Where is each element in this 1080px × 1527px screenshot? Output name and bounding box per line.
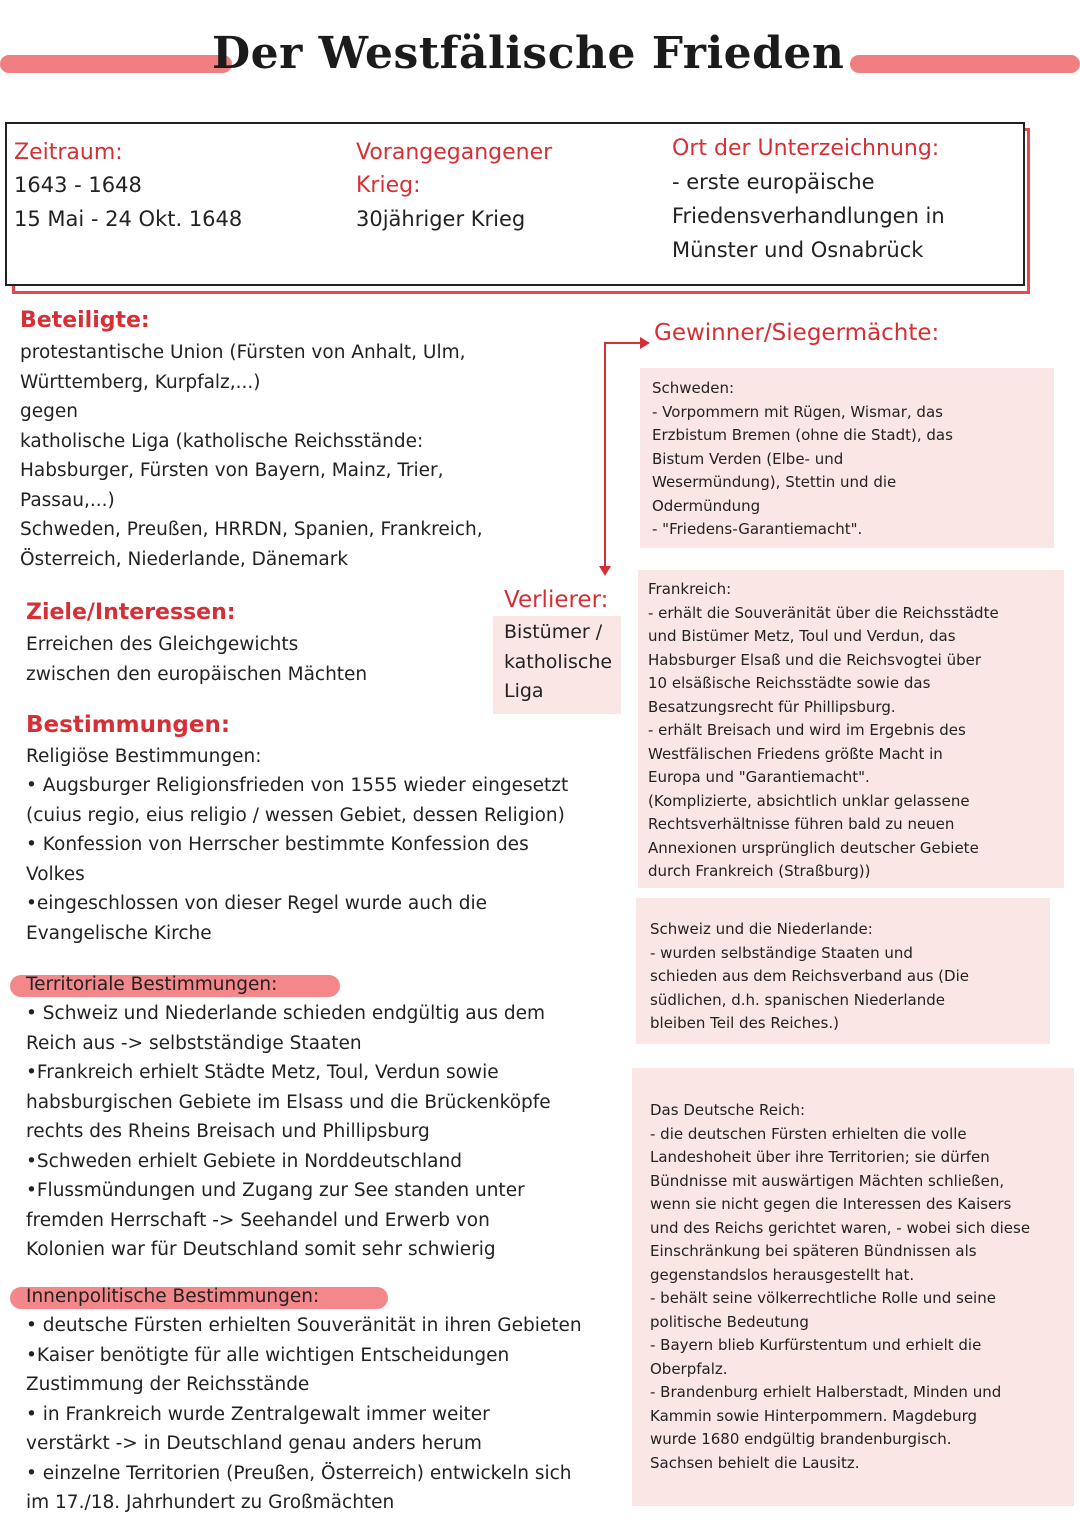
reich-line: gegenstandslos herausgestellt hat.: [650, 1265, 915, 1284]
schweden-line: - "Friedens-Garantiemacht".: [652, 520, 863, 538]
beteiligte-line: Österreich, Niederlande, Dänemark: [20, 548, 349, 570]
schweden-line: Erzbistum Bremen (ohne die Stadt), das: [652, 426, 953, 444]
verlierer-line: katholische: [504, 650, 613, 673]
reich-line: wurde 1680 endgültig brandenburgisch.: [650, 1430, 952, 1448]
reich-line: - die deutschen Fürsten erhielten die volle: [650, 1124, 967, 1143]
reich-text: [650, 1099, 1070, 1475]
territoriale-label: Territoriale Bestimmungen:: [26, 974, 278, 995]
beteiligte-label: Beteiligte:: [20, 308, 150, 333]
beteiligte-line: katholische Liga (katholische Reichsstände:: [20, 430, 424, 452]
frankreich-text: [648, 578, 1060, 884]
innen-line: • einzelne Territorien (Preußen, Österreich) entwickeln sich: [26, 1462, 572, 1484]
frankreich-line: Frankreich:: [648, 580, 732, 598]
territoriale-line: fremden Herrschaft -> Seehandel und Erwerb von: [26, 1209, 490, 1231]
innen-line: Zustimmung der Reichsstände: [26, 1374, 310, 1395]
ziele-text: [26, 630, 367, 689]
schweden-line: Schweden:: [652, 379, 735, 397]
frankreich-line: durch Frankreich (Straßburg)): [648, 862, 871, 880]
frankreich-line: Annexionen ursprünglich deutscher Gebiete: [648, 838, 979, 857]
reich-line: Landeshoheit über ihre Territorien; sie dürfen: [650, 1148, 990, 1166]
innen-line: • in Frankreich wurde Zentralgewalt immer weiter: [26, 1403, 490, 1425]
frankreich-line: 10 elsäßische Reichsstädte sowie das: [648, 674, 931, 692]
reich-line: Das Deutsche Reich:: [650, 1101, 806, 1119]
frankreich-line: Besatzungsrecht für Phillipsburg.: [648, 697, 896, 716]
reich-line: Kammin sowie Hinterpommern. Magdeburg: [650, 1406, 978, 1425]
ort-line-3: Münster und Osnabrück: [672, 238, 924, 262]
schweden-line: Bistum Verden (Elbe- und: [652, 449, 844, 468]
schweiz-line: bleiben Teil des Reiches.): [650, 1014, 839, 1032]
schweden-line: Odermündung: [652, 496, 761, 515]
beteiligte-line: gegen: [20, 401, 78, 422]
zeitraum-label: Zeitraum:: [14, 140, 123, 165]
beteiligte-line: Habsburger, Fürsten von Bayern, Mainz, Trier,: [20, 460, 444, 481]
reich-line: Oberpfalz.: [650, 1359, 728, 1378]
innen-line: verstärkt -> in Deutschland genau anders herum: [26, 1433, 482, 1454]
ort-line-1: - erste europäische: [672, 170, 875, 194]
religioese-line: Volkes: [26, 863, 85, 885]
krieg-value: 30jähriger Krieg: [356, 207, 526, 231]
ziele-label: Ziele/Interessen:: [26, 600, 236, 625]
page-title: Der Westfälische Frieden: [212, 28, 845, 79]
religioese-label: Religiöse Bestimmungen:: [26, 746, 262, 767]
schweden-line: - Vorpommern mit Rügen, Wismar, das: [652, 402, 943, 421]
frankreich-line: - erhält Breisach und wird im Ergebnis des: [648, 721, 966, 739]
beteiligte-line: Passau,...): [20, 489, 115, 511]
ziele-line: Erreichen des Gleichgewichts: [26, 634, 299, 655]
innen-text: [26, 1311, 626, 1518]
innen-line: •Kaiser benötigte für alle wichtigen Entscheidungen: [26, 1344, 510, 1366]
gewinner-label: Gewinner/Siegermächte:: [654, 320, 940, 346]
beteiligte-line: Schweden, Preußen, HRRDN, Spanien, Frankreich,: [20, 519, 483, 540]
reich-line: Bündnisse mit auswärtigen Mächten schließen,: [650, 1171, 1005, 1190]
religioese-line: Evangelische Kirche: [26, 922, 212, 944]
territoriale-line: rechts des Rheins Breisach und Phillipsburg: [26, 1121, 430, 1142]
frankreich-line: und Bistümer Metz, Toul und Verdun, das: [648, 627, 956, 645]
reich-line: und des Reichs gerichtet waren, - wobei sich diese: [650, 1218, 1031, 1237]
title-bar-right: [850, 55, 1080, 73]
verlierer-text: [504, 618, 612, 707]
schweiz-text: [650, 918, 1046, 1036]
arrow-right-head-icon: [640, 337, 650, 349]
beteiligte-line: Württemberg, Kurpfalz,...): [20, 371, 261, 393]
arrow-horizontal: [604, 342, 642, 344]
innen-line: im 17./18. Jahrhundert zu Großmächten: [26, 1492, 395, 1513]
beteiligte-line: protestantische Union (Fürsten von Anhalt, Ulm,: [20, 342, 466, 363]
religioese-line: •eingeschlossen von dieser Regel wurde auch die: [26, 893, 487, 914]
bestimmungen-label: Bestimmungen:: [26, 712, 231, 738]
frankreich-line: Rechtsverhältnisse führen bald zu neuen: [648, 815, 955, 833]
ziele-line: zwischen den europäischen Mächten: [26, 663, 368, 685]
ort-label: Ort der Unterzeichnung:: [672, 136, 940, 161]
arrow-vertical: [604, 342, 606, 568]
verlierer-label: Verlierer:: [504, 587, 609, 613]
reich-line: Sachsen behielt die Lausitz.: [650, 1453, 860, 1472]
ort-line-2: Friedensverhandlungen in: [672, 204, 945, 228]
religioese-line: • Konfession von Herrscher bestimmte Konfession des: [26, 834, 529, 855]
religioese-line: • Augsburger Religionsfrieden von 1555 wieder eingesetzt: [26, 775, 569, 796]
reich-line: - Brandenburg erhielt Halberstadt, Minden und: [650, 1383, 1002, 1401]
frankreich-line: Habsburger Elsaß und die Reichsvogtei über: [648, 650, 982, 669]
territoriale-line: Reich aus -> selbstständige Staaten: [26, 1032, 362, 1054]
schweiz-line: Schweiz und die Niederlande:: [650, 920, 873, 938]
frankreich-line: - erhält die Souveränität über die Reichsstädte: [648, 603, 999, 622]
schweiz-line: südlichen, d.h. spanischen Niederlande: [650, 990, 945, 1009]
verlierer-line: Liga: [504, 680, 544, 702]
territoriale-line: •Frankreich erhielt Städte Metz, Toul, Verdun sowie: [26, 1062, 499, 1083]
innen-line: • deutsche Fürsten erhielten Souveränität in ihren Gebieten: [26, 1315, 582, 1336]
krieg-label-1: Vorangegangener: [356, 140, 553, 165]
title-bar-left: [0, 55, 232, 73]
reich-line: - Bayern blieb Kurfürstentum und erhielt die: [650, 1336, 982, 1354]
territoriale-line: • Schweiz und Niederlande schieden endgültig aus dem: [26, 1003, 546, 1024]
zeitraum-line-1: 1643 - 1648: [14, 173, 142, 197]
schweden-line: Wesermündung), Stettin und die: [652, 473, 897, 491]
frankreich-line: (Komplizierte, absichtlich unklar gelassene: [648, 791, 970, 810]
arrow-down-head-icon: [599, 566, 611, 576]
frankreich-line: Westfälischen Friedens größte Macht in: [648, 744, 943, 763]
territoriale-line: •Flussmündungen und Zugang zur See standen unter: [26, 1180, 525, 1201]
reich-line: wenn sie nicht gegen die Interessen des Kaisers: [650, 1195, 1012, 1213]
frankreich-line: Europa und "Garantiemacht".: [648, 768, 870, 786]
religioese-text: [26, 771, 626, 948]
territoriale-line: habsburgischen Gebiete im Elsass und die Brückenköpfe: [26, 1091, 551, 1113]
territoriale-line: •Schweden erhielt Gebiete in Norddeutschland: [26, 1150, 462, 1172]
schweiz-line: - wurden selbständige Staaten und: [650, 943, 913, 962]
schweden-text: [652, 377, 1048, 542]
verlierer-line: Bistümer /: [504, 621, 603, 643]
territoriale-text: [26, 999, 626, 1265]
reich-line: politische Bedeutung: [650, 1312, 809, 1331]
schweiz-line: schieden aus dem Reichsverband aus (Die: [650, 967, 969, 985]
religioese-line: (cuius regio, eius religio / wessen Gebiet, dessen Religion): [26, 804, 565, 826]
reich-line: - behält seine völkerrechtliche Rolle und seine: [650, 1289, 996, 1307]
zeitraum-line-2: 15 Mai - 24 Okt. 1648: [14, 207, 243, 231]
krieg-label-2: Krieg:: [356, 173, 421, 198]
beteiligte-text: [20, 338, 590, 574]
territoriale-line: Kolonien war für Deutschland somit sehr schwierig: [26, 1239, 496, 1260]
innen-label: Innenpolitische Bestimmungen:: [26, 1286, 320, 1307]
reich-line: Einschränkung bei späteren Bündnissen als: [650, 1242, 977, 1260]
